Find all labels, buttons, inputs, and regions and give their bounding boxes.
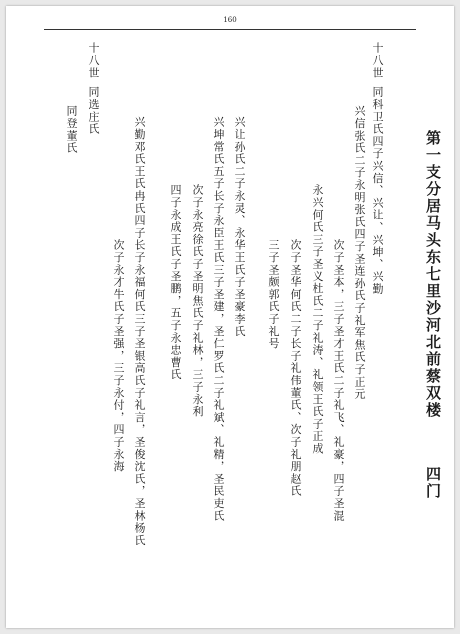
genealogy-column: 兴让孙氏二子永灵、永华王氏子圣豪李氏 [233, 116, 246, 338]
header-rule [44, 29, 416, 30]
generation-label: 十八世 [87, 42, 100, 79]
section-title-suffix: 四门 [424, 466, 442, 500]
genealogy-column: 永兴何氏三子圣义杜氏二子礼涛、礼领王氏子正成 [311, 184, 324, 455]
genealogy-column: 兴坤常氏五子长子永臣王氏三子圣建，圣仁罗氏二子礼斌、礼精，圣民吏氏 [212, 116, 225, 522]
genealogy-column: 同选庄氏 [87, 86, 100, 136]
genealogy-column: 次子永亮徐氏子圣明焦氏子礼林，三子永利 [191, 184, 204, 418]
generation-label: 十八世 [371, 42, 384, 79]
genealogy-column: 兴信张氏二子永明张氏四子圣连孙氏子礼军焦氏子正元 [353, 105, 366, 401]
genealogy-column: 兴勤邓氏王氏冉氏四子长子永福何氏三子圣银高氏子礼言，圣俊沈氏，圣林杨氏 [133, 116, 146, 547]
genealogy-column: 次子永才牛氏子圣强，三子永付，四子永海 [112, 239, 125, 473]
genealogy-column: 三子圣颇郭氏子礼号 [267, 239, 280, 350]
genealogy-column: 同登董氏 [65, 105, 78, 155]
genealogy-column: 次子圣本，三子圣才王氏二子礼飞、礼豪，四子圣混 [332, 239, 345, 522]
page-number: 160 [223, 16, 237, 24]
genealogy-column: 同科卫氏四子兴信、兴让、兴坤、兴勤 [371, 86, 384, 296]
document-page [6, 6, 454, 628]
genealogy-column: 次子圣华何氏二子长子礼伟董氏、次子礼朋赵氏 [289, 239, 302, 498]
genealogy-column: 四子永成王氏子圣鹏，五子永忠曹氏 [169, 184, 182, 381]
section-title: 第一支分居马头东七里沙河北前蔡双楼 [424, 130, 442, 419]
